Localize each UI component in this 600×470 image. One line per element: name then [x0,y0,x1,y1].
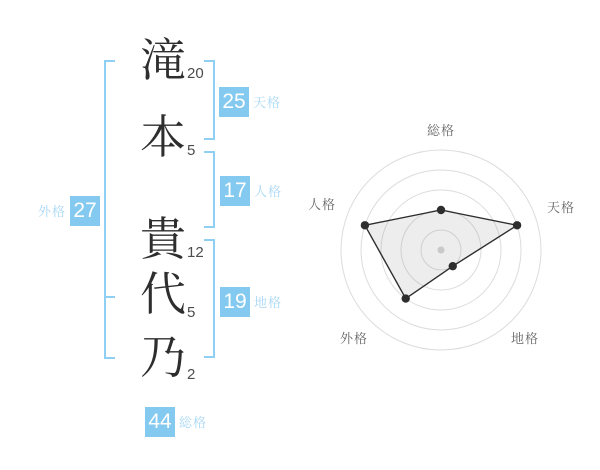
stroke-count: 5 [187,304,196,321]
name-character: 本 [140,111,186,163]
radar-axis-label-jinkaku: 人格 [307,197,336,212]
gaikaku-bracket [104,60,115,359]
soukaku-badge-label: 総格 [179,415,208,430]
stroke-count: 20 [187,65,204,82]
stroke-count: 12 [187,244,204,261]
jinkaku-badge: 17 [220,176,250,206]
gaikaku-badge-label: 外格 [38,204,67,219]
radar-chart [331,140,551,360]
radar-svg [331,140,551,360]
radar-axis-label-gaikaku: 外格 [340,331,369,346]
name-character: 代 [140,268,186,320]
stroke-count: 2 [187,366,196,383]
chikaku-badge-label: 地格 [254,295,283,310]
stroke-count: 5 [187,142,196,159]
gaikaku-bracket-tick [106,296,115,298]
name-character: 滝 [140,34,186,86]
soukaku-badge: 44 [145,407,175,437]
radar-axis-label-soukaku: 総格 [426,123,455,138]
name-character: 貴 [140,213,186,265]
name-character: 乃 [140,331,186,383]
radar-axis-label-tenkaku: 天格 [547,200,576,215]
tenkaku-badge: 25 [219,87,249,117]
jinkaku-bracket [204,151,215,228]
radar-axis-label-chikaku: 地格 [511,331,540,346]
gaikaku-badge: 27 [70,196,100,226]
tenkaku-badge-label: 天格 [253,95,282,110]
jinkaku-badge-label: 人格 [254,184,283,199]
chikaku-badge: 19 [220,287,250,317]
